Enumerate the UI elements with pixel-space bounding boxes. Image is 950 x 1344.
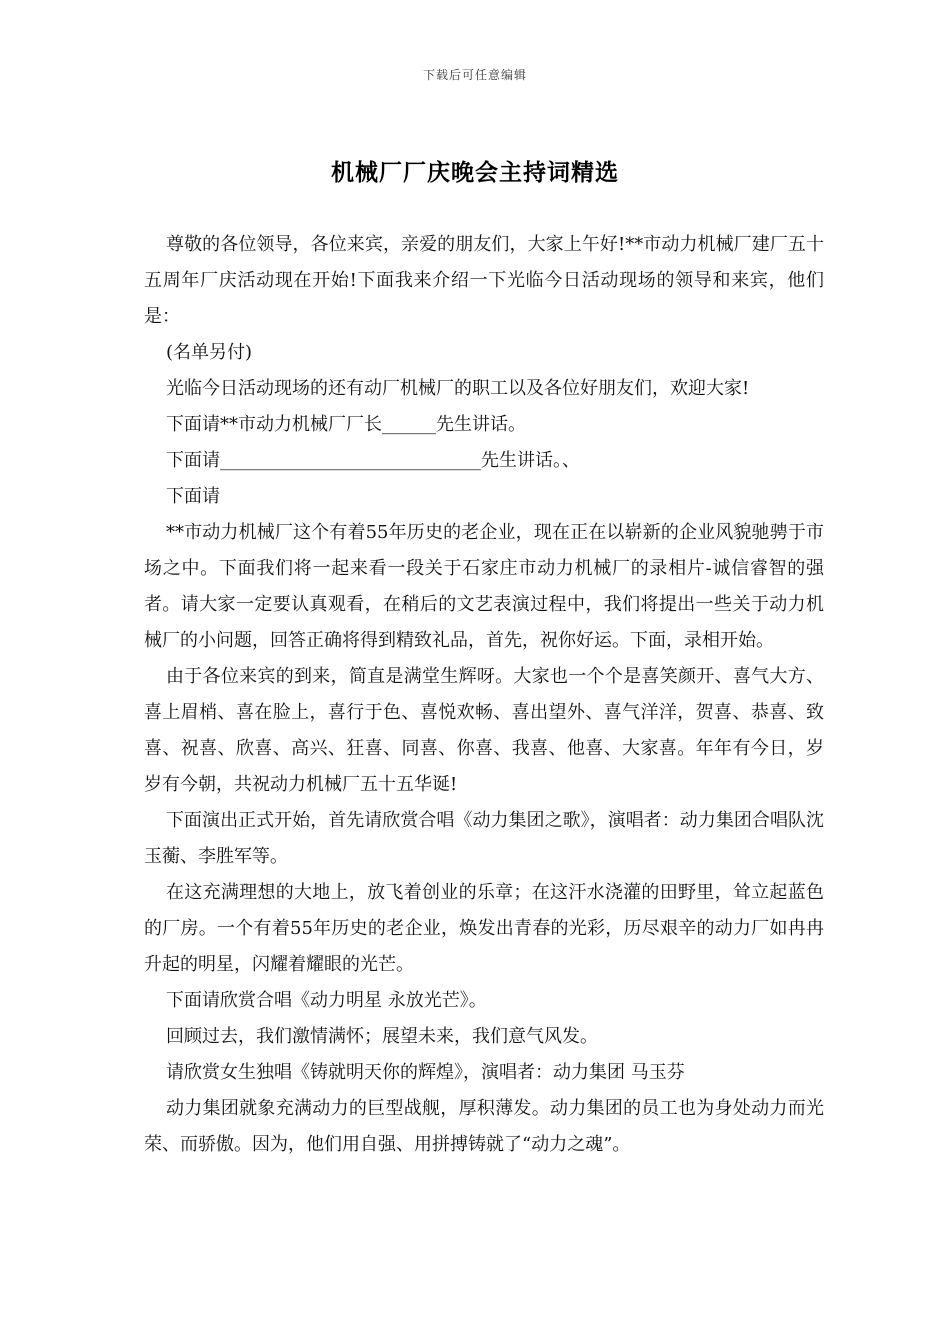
document-title: 机械厂厂庆晚会主持词精选 — [331, 159, 619, 186]
paragraph-factory-praise: 在这充满理想的大地上，放飞着创业的乐章；在这汗水浇灌的田野里，耸立起蓝色的厂房。一个有着55年历史的老企业，焕发出青春的光彩，历尽艰辛的动力厂如冉冉升起的明星，闪耀着耀眼的光芒。 — [144, 882, 824, 975]
paragraph-celebration: 由于各位来宾的到来，简直是满堂生辉呀。大家也一个个是喜笑颜开、喜气大方、喜上眉梢、喜在脸上，喜行于色、喜悦欢畅、喜出望外、喜气洋洋，贺喜、恭喜、致喜、祝喜、欣喜、高兴、狂喜、同喜、你喜、我喜、他喜、大家喜。年年有今日，岁岁有今朝，共祝动力机械厂五十五华诞! — [144, 666, 824, 795]
paragraph-reflection: 回顾过去，我们激情满怀；展望未来，我们意气风发。 — [166, 1026, 598, 1047]
paragraph-guest-speech: 下面请_____________________________先生讲话。、 — [166, 450, 580, 471]
paragraph-video-intro: **市动力机械厂这个有着55年历史的老企业，现在正在以崭新的企业风貌驰骋于市场之中。下面我们将一起来看一段关于石家庄市动力机械厂的录相片-诚信睿智的强者。请大家一定要认真观看，在稍后的文艺表演过程中，我们将提出一些关于动力机械厂的小问题，回答正确将得到精致礼品，首先，祝你好运。下面，录相开始。 — [144, 522, 824, 651]
paragraph-solo-intro: 请欣赏女生独唱《铸就明天你的辉煌》，演唱者：动力集团 马玉芬 — [166, 1062, 685, 1083]
paragraph-welcome: 光临今日活动现场的还有动厂机械厂的职工以及各位好朋友们，欢迎大家! — [166, 378, 750, 399]
paragraph-closing: 动力集团就象充满动力的巨型战舰，厚积薄发。动力集团的员工也为身处动力而光荣、而骄傲。因为，他们用自强、用拼搏铸就了“动力之魂”。 — [144, 1098, 824, 1155]
paragraph-director-speech: 下面请**市动力机械厂厂长______先生讲话。 — [166, 414, 526, 435]
paragraph-next-speaker: 下面请 — [166, 486, 220, 507]
document-body — [144, 227, 824, 1163]
page-header-note: 下载后可任意编辑 — [422, 68, 527, 82]
paragraph-guest-list-note: (名单另付) — [166, 342, 253, 363]
paragraph-chorus-intro: 下面演出正式开始，首先请欣赏合唱《动力集团之歌》，演唱者：动力集团合唱队沈玉蘅、李胜军等。 — [144, 810, 824, 867]
paragraph-opening: 尊敬的各位领导，各位来宾，亲爱的朋友们，大家上午好!**市动力机械厂建厂五十五周年厂庆活动现在开始!下面我来介绍一下光临今日活动现场的领导和来宾，他们是： — [144, 234, 824, 327]
paragraph-second-chorus: 下面请欣赏合唱《动力明星 永放光芒》。 — [166, 990, 487, 1011]
